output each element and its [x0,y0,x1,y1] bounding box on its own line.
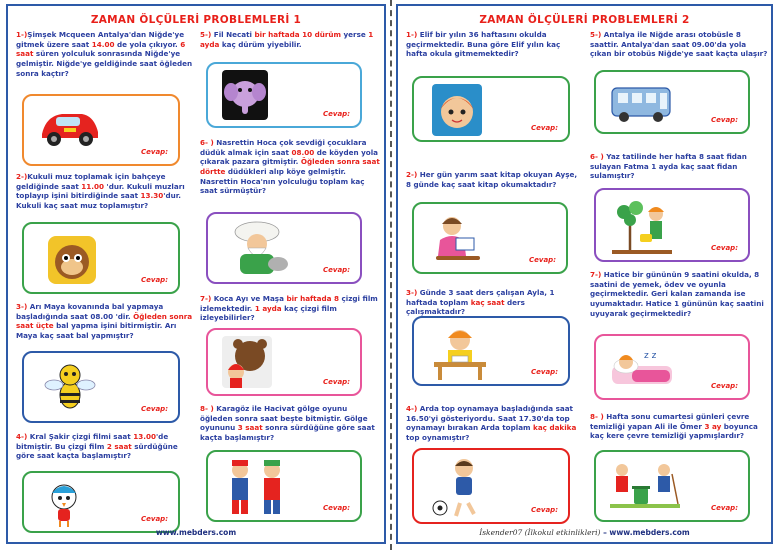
answer-box-8[interactable] [594,450,750,522]
question-4: 4-) Arda top oynamaya başladığında saat 16.50'yi gösteriyordu. Saat 17.30'da top oynamayı bırakan Arda toplam kaç dakika top oynamıştır? [406,404,577,442]
answer-box-4[interactable] [22,471,180,533]
sleeping-girl-icon [610,346,674,392]
answer-box-2[interactable] [22,222,180,294]
answer-label: Cevap: [711,382,738,390]
answer-box-3[interactable] [22,351,180,423]
question-1: 1-) Elif bir yılın 36 haftasını okulda geçirmektedir. Buna göre Elif yılın kaç hafta okula gitmemektedir? [406,30,561,59]
answer-box-4[interactable] [412,448,570,524]
question-7: 7-) Koca Ayı ve Maşa bir haftada 8 çizgi film izlemektedir. 1 ayda kaç çizgi film izleyebilirler? [200,294,378,323]
answer-box-8[interactable] [206,450,362,522]
reading-girl-icon [432,212,488,266]
answer-label: Cevap: [141,515,168,523]
studying-girl-icon [430,326,490,380]
svg-text:z z: z z [644,351,657,361]
answer-label: Cevap: [323,266,350,274]
page-divider [390,0,392,550]
answer-box-7[interactable] [206,328,362,396]
answer-label: Cevap: [531,368,558,376]
question-5: 5-) Fil Necati bir haftada 10 dürüm yerse 1 ayda kaç dürüm yiyebilir. [200,30,374,49]
answer-label: Cevap: [711,244,738,252]
watering-plant-icon [610,196,674,256]
answer-label: Cevap: [323,110,350,118]
girl-icon [432,84,482,136]
elephant-icon [222,70,268,120]
question-8: 8- ) Karagöz ile Hacivat gölge oyunu öğleden sonra saat beşte bitmiştir. Gölge oyununu 3 saat sonra sürdüğüne göre saat kaçta başlamıştır? [200,404,375,442]
question-5: 5-) Antalya ile Niğde arası otobüsle 8 saattir. Antalya'dan saat 09.00'da yola çıkan bir otobüs Niğde'ye saat kaçta ulaşır? [590,30,768,59]
monkey-icon [46,234,98,286]
answer-box-7[interactable] [594,334,750,400]
question-3: 3-) Günde 3 saat ders çalışan Ayla, 1 haftada toplam kaç saat ders çalışmaktadır? [406,288,555,317]
question-6: 6- ) Yaz tatilinde her hafta 8 saat fidan sulayan Fatma 1 ayda kaç saat fidan sulamıştır? [590,152,747,181]
question-1: 1-)Şimşek Mcqueen Antalya'dan Niğde'ye gitmek üzere saat 14.00 de yola çıkıyor. 6 saat süren yolculuk sonrasında Niğde'ye gelmiştir. Niğde'ye geldiğinde saat öğleden sonra kaçtır? [16,30,193,78]
question-6: 6- ) Nasrettin Hoca çok sevdiği çocuklara düdük almak için saat 08.00 de köyden yola çıkarak pazara gitmiştir. Öğleden sonra saat dörtte düdükleri alıp köye gelmiştir. Nasrettin Hoca'nın yolculuğu toplam kaç saat sürmüştür? [200,138,380,196]
footer-author: İskender07 (İlkokul etkinlikleri) [479,528,601,537]
chick-icon [46,481,82,527]
answer-label: Cevap: [711,504,738,512]
answer-label: Cevap: [711,116,738,124]
answer-box-2[interactable] [412,202,568,274]
footer-credit [398,528,771,537]
answer-box-6[interactable] [206,212,362,284]
answer-box-3[interactable] [412,316,570,386]
answer-box-5[interactable] [206,62,362,128]
answer-label: Cevap: [529,256,556,264]
bear-and-girl-icon [222,336,272,388]
question-3: 3-) Arı Maya kovanında bal yapmaya başladığında saat 08.00 'dir. Öğleden sonra saat üçte bal yapma işini bitirmiştir. Arı Maya kaç saat bal yapmıştır? [16,302,193,340]
question-2: 2-) Her gün yarım saat kitap okuyan Ayşe, 8 günde kaç saat kitap okumaktadır? [406,170,578,189]
race-car-icon [38,102,100,148]
answer-box-1[interactable] [22,94,180,166]
footer-site: www.mebders.com [155,528,237,537]
question-8: 8- ) Hafta sonu cumartesi günleri çevre temizliği yapan Ali ile Ömer 3 ay boyunca kaç kere çevre temizliği yapmışlardır? [590,412,758,441]
answer-label: Cevap: [141,148,168,156]
question-4: 4-) Kral Şakir çizgi filmi saat 13.00'de bitmiştir. Bu çizgi film 2 saat sürdüğüne göre saat kaçta başlamıştır? [16,432,178,461]
answer-label: Cevap: [531,506,558,514]
cleanup-kids-icon [610,460,680,510]
worksheet-1 [6,4,386,544]
soccer-boy-icon [430,456,490,518]
answer-box-6[interactable] [594,188,750,262]
answer-box-5[interactable] [594,70,750,134]
nasreddin-hoca-icon [222,220,292,276]
bus-icon [610,84,672,124]
answer-label: Cevap: [323,504,350,512]
answer-label: Cevap: [141,276,168,284]
worksheet-2-title: ZAMAN ÖLÇÜLERİ PROBLEMLERİ 2 [479,14,690,26]
question-2: 2-)Kukuli muz toplamak için bahçeye geldiğinde saat 11.00 'dur. Kukuli muzları toplayıp işini bitirdiğinde saat 13.30'dur. Kukuli kaç saat muz toplamıştır? [16,172,185,210]
bee-icon [44,359,96,413]
worksheet-2 [396,4,773,544]
answer-label: Cevap: [141,405,168,413]
answer-label: Cevap: [531,124,558,132]
answer-label: Cevap: [323,378,350,386]
karagoz-hacivat-icon [222,458,292,516]
worksheet-1-title: ZAMAN ÖLÇÜLERİ PROBLEMLERİ 1 [90,14,302,26]
footer-site: – www.mebders.com [600,528,690,537]
answer-box-1[interactable] [412,76,570,142]
question-7: 7-) Hatice bir gününün 9 saatini okulda, 8 saatini de yemek, ödev ve oyunla geçirmektedir. Geri kalan zamanda ise uyumaktadır. Hatice 1 gününün kaç saatini uyuyarak geçirmektedir? [590,270,764,318]
